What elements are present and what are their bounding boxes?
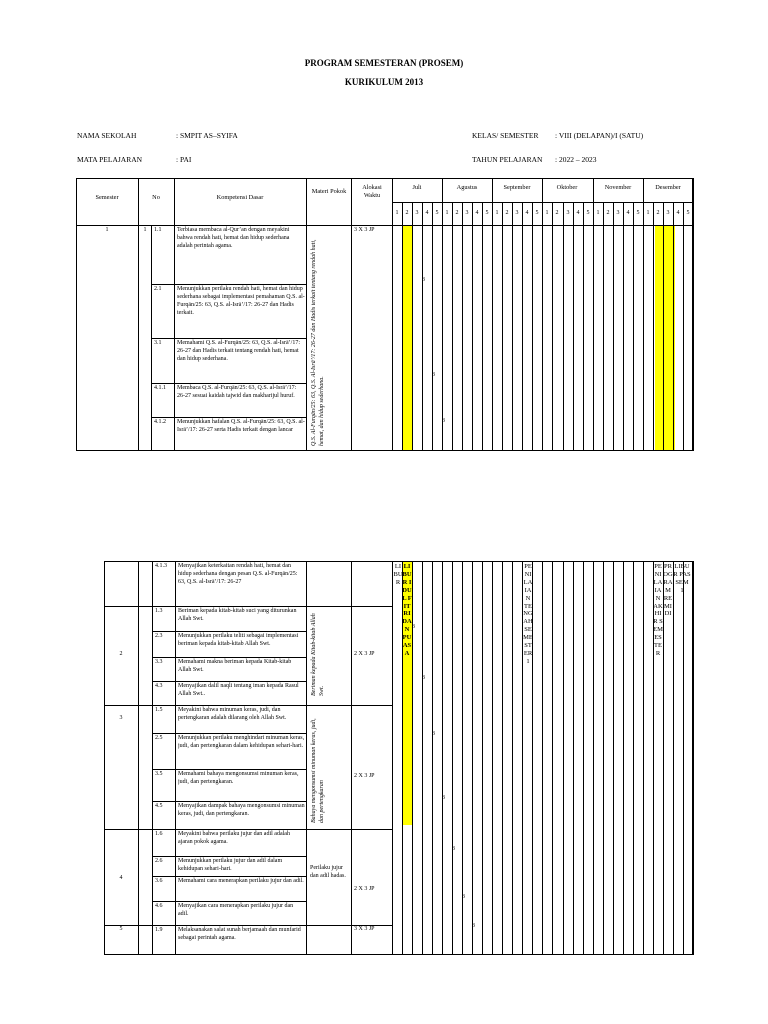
kd-text: Terbiasa membaca al-Qur’an dengan meyakini bahwa rendah hati, hemat dan hidup sederhana adalah perintah agama. [177,227,290,249]
kd-text: Memahami cara menerapkan perilaku jujur dan adil. [178,878,304,884]
week-mark: 3 [462,894,465,900]
group3-no: 3 [119,715,123,721]
table-page2 [104,561,693,955]
header-kd: Kompetensi Dasar [216,194,264,201]
kd-code: 2.1 [154,286,162,292]
week-number: 5 [686,210,690,216]
week-number: 2 [606,210,610,216]
kd-text: Menyajikan dampak bahaya mengonsumsi minuman keras, judi, dan pertengkaran. [178,803,305,817]
week-number: 3 [515,210,519,216]
month-header: Oktober [556,184,578,191]
kd-code: 2.6 [155,858,163,864]
kd-text: Menunjukkan perilaku teliti sebagai implementasi beriman kepada kitab-kitab Allah Swt. [178,633,299,647]
kd-code: 2.3 [155,633,163,639]
week-number: 4 [576,210,580,216]
group2-materi: Beriman kepada Kitab-kitab Allah Swt. [311,613,325,696]
month-header: Agustus [456,184,478,191]
kd-text: Melaksanakan salat sunah berjamaah dan munfarid sebagai perintah agama. [178,927,301,941]
week-mark: 3 [422,277,425,283]
libur-column: LIBUR [393,563,403,586]
kd-code: 3.5 [155,771,163,777]
remidi-column: PROGRAM REMIDI [663,563,673,618]
kd-code: 1.9 [155,927,163,933]
week-number: 5 [535,210,539,216]
school-label: NAMA SEKOLAH [77,131,137,140]
class-value: : VIII (DELAPAN)/I (SATU) [555,131,644,140]
kd-text: Menunjukkan perilaku rendah hati, hemat dan hidup sederhana sebagai implementasi pemahaman Q.S. al-Furqān/25: 63, Q.S. al-Isrā’/17: 26-27 dan Hadis terkait. [177,286,305,316]
no-value: 1 [143,227,147,233]
week-mark: 3 [452,846,455,852]
week-number: 1 [646,210,650,216]
week-number: 3 [465,210,469,216]
week-mark: 3 [472,923,475,929]
week-number: 3 [666,210,670,216]
week-number: 2 [656,210,660,216]
kd-text: Menunjukkan perilaku jujur dan adil dalam kehidupan sehari-hari. [178,858,283,872]
kd-text: Memahami Q.S. al-Furqān/25: 63, Q.S. al-Isrā’/17: 26-27 dan Hadis terkait tentang rendah hati, hemat dan hidup sederhana. [177,340,300,362]
week-mark: 3 [412,624,415,630]
class-label: KELAS/ SEMESTER [472,131,539,140]
week-number: 4 [676,210,680,216]
week-number: 3 [616,210,620,216]
group4-materi: Perilaku jujur dan adil hadas. [310,865,346,879]
kd-text: Membaca Q.S. al-Furqān/25: 63, Q.S. al-Isrā’/17: 26-27 sesuai kaidah tajwid dan makharijul huruf. [177,385,297,399]
materi-vertical: Q.S. Al-Furqān/25: 63, Q.S. Al-Isrā’/17: 26-27 dan Hadis terkait tentang rendah hati, hemat, dan hidup sederhana. [311,239,325,446]
kd-text: Memahami makna beriman kepada Kitab-kitab Allah Swt. [178,659,292,673]
subject-value: : PAI [176,155,192,164]
alokasi-value: 3 X 3 JP [354,227,375,233]
week-mark: 3 [432,372,435,378]
week-mark: 3 [442,795,445,801]
kd-code: 4.6 [155,903,163,909]
week-mark: 3 [442,418,445,424]
group2-no: 2 [119,651,123,657]
kd-code: 1.3 [155,608,163,614]
subject-label: MATA PELAJARAN [77,155,143,164]
kd-text: Beriman kepada kitab-kitab suci yang diturunkan Allah Swt. [178,608,297,622]
kd-code: 4.5 [155,803,163,809]
year-label: TAHUN PELAJARAN [472,155,543,164]
kd-code: 3.6 [155,878,163,884]
month-header: Desember [655,184,681,191]
week-number: 3 [566,210,570,216]
kd-text: Menyajikan cara menerapkan perilaku jujur dan adil. [178,903,294,917]
week-number: 5 [636,210,640,216]
kd-code: 1.6 [155,831,163,837]
header-materi: Materi Pokok [311,188,347,195]
kd-code: 2.5 [155,735,163,741]
group3-materi: Bahaya mengonsumsi minuman keras, judi, dan pertengkaran [311,718,325,823]
month-header: November [604,184,632,191]
penilaian-tengah-column: PENILAIAN TENGAH SEMESTER 1 [523,563,535,665]
week-number: 2 [505,210,509,216]
week-number: 4 [475,210,479,216]
group2-alokasi: 2 X 3 JP [354,651,375,657]
week-mark: 3 [432,731,435,737]
kd-text: Meyakini bahwa minuman keras, judi, dan pertengkaran adalah dilarang oleh Allah Swt. [178,707,287,721]
kd-code: 1.1 [154,227,162,233]
semester-value: 1 [105,227,109,233]
header-alokasi: Alokasi Waktu [362,184,382,199]
kd-text: Menunjukkan perilaku menghindari minuman keras, judi, dan pertengkaran dalam kehidupan sehari-hari. [178,735,305,749]
header-no: No [152,194,160,201]
doc-subtitle: KURIKULUM 2013 [344,77,424,87]
kd-text: Menyajikan dalil naqli tentang iman kepada Rasul Allah Swt.. [178,683,299,697]
kd-code: 1.5 [155,707,163,713]
kd-text: Menyajikan keterkaitan rendah hati, hemat dan hidup sederhana dengan pesan Q.S. al-Furqān/25: 63, Q.S. al-Isrā’/17: 26-27 [178,563,298,585]
week-number: 1 [545,210,549,216]
week-mark: 3 [422,675,425,681]
kd-code: 3.1 [154,340,162,346]
week-number: 5 [485,210,489,216]
kd-code: 3.3 [155,659,163,665]
week-number: 4 [626,210,630,216]
kd-code: 4.1.1 [154,385,166,391]
week-number: 2 [555,210,559,216]
kd-code: 4.3 [155,683,163,689]
week-number: 1 [395,210,399,216]
year-value: : 2022 – 2023 [555,155,597,164]
header-semester: Semester [95,194,119,201]
idul-fitri-column: LIBUR IDUL FITRI DAN PUASA [402,563,413,657]
group3-alokasi: 2 X 3 JP [354,773,375,779]
week-number: 4 [525,210,529,216]
week-number: 5 [435,210,439,216]
kd-text: Menunjukkan hafalan Q.S. al-Furqān/25: 63, Q.S. al-Isrā’/17: 26-27 serta Hadis terkait dengan lancar [177,419,305,433]
group4-alokasi: 2 X 3 JP [354,886,375,892]
kd-code: 4.1.3 [155,563,167,569]
doc-title: PROGRAM SEMESTERAN (PROSEM) [304,58,464,68]
pas-column: PENILAIAN AKHIR SEMESTER [653,563,663,657]
libur-pas-column: LIBUR PAS SEM 1 [673,563,691,594]
week-number: 1 [596,210,600,216]
group5-alokasi: 3 X 3 JP [354,926,375,932]
table-page1 [76,178,693,451]
week-number: 4 [425,210,429,216]
kd-code: 4.1.2 [154,419,166,425]
week-number: 5 [586,210,590,216]
kd-text: Memahami bahaya mengonsumsi minuman keras, judi, dan pertengkaran. [178,771,299,785]
school-value: : SMPIT AS–SYIFA [176,131,238,140]
group4-no: 4 [119,875,123,881]
month-header: September [503,184,531,191]
week-number: 3 [415,210,419,216]
week-number: 2 [455,210,459,216]
week-number: 1 [495,210,499,216]
kd-text: Meyakini bahwa perilaku jujur dan adil adalah ajaran pokok agama. [178,831,290,845]
month-header: Juli [412,184,422,191]
week-number: 1 [445,210,449,216]
group5-no: 5 [119,926,123,932]
week-number: 2 [405,210,409,216]
